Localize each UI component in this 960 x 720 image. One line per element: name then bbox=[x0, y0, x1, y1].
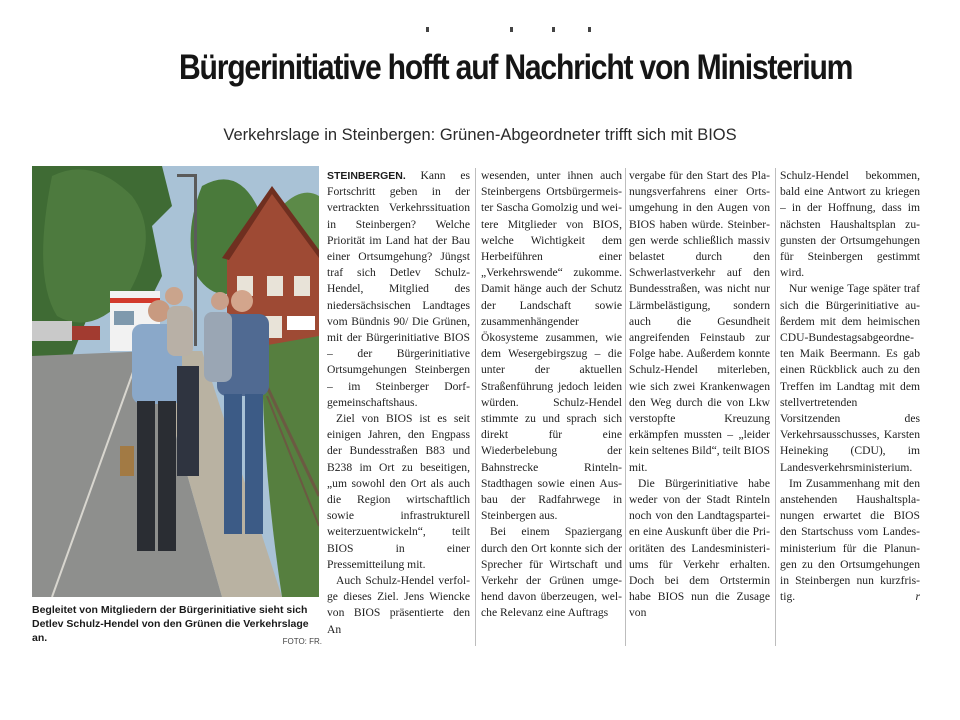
body-paragraph: vergabe für den Start des Planungsverfahrens einer Ortsumgehung in den Augen von BIOS haben würde. Steinbergen werde schließlich massiv belastet durch den Schwerlastverkehr auf den Bundesstraßen, was nicht nur Lärmbelästigung, sondern auch die Gesundheit angreifenden Feinstaub zur Folge habe. Außerdem konnte Schulz-Hendel miterleben, wie sich zwei Krankenwagen den Weg durch die von Lkw verstopfte Kreuzung erkämpfen mussten – „leider kein seltenes Bild“, teilt BIOS mit. bbox=[629, 169, 770, 474]
article-photo bbox=[32, 166, 319, 597]
column-rule bbox=[475, 168, 476, 646]
article-column-1 bbox=[327, 168, 470, 646]
photo-caption bbox=[32, 603, 322, 649]
article-subheadline: Verkehrslage in Steinbergen: Grünen-Abgeordneter trifft sich mit BIOS bbox=[223, 126, 737, 144]
column-rule bbox=[625, 168, 626, 646]
end-mark: r bbox=[915, 590, 920, 604]
body-paragraph: Schulz-Hendel bekommen, bald eine Antwort zu kriegen – in der Hoffnung, dass im nächsten Haushaltsplan zugunsten der Ortsumgehungen für Steinbergen gestimmt wird. bbox=[780, 169, 920, 280]
lead-text: Kann es Fortschritt geben in der vertrackten Verkehrssituation in Steinbergen? Welche Priorität im Land hat der Bau einer Ortsumgehung? Jüngst traf sich Detlev Schulz-Hendel, Mitglied des niedersächsischen Landtages vom Bündnis 90/ Die Grünen, mit der Bürgerinitiative BIOS – der Bürgerinitiative Ortsumgehungen Steinbergen – im Steinberger Dorfgemeinschaftshaus. bbox=[327, 169, 470, 409]
article-column-2 bbox=[481, 168, 622, 646]
photo-credit: FOTO: FR. bbox=[282, 637, 322, 646]
body-paragraph: Ziel von BIOS ist es seit einigen Jahren, den Engpass der Bundesstraßen B83 und B238 im Ort zu beseitigen, „um sowohl den Ort als auch die Region wirtschaftlich sowie infrastrukturell weiterzuentwickeln“, teilt BIOS in einer Pressemitteilung mit. bbox=[327, 412, 470, 571]
body-paragraph: Bei einem Spaziergang durch den Ort konnte sich der Sprecher für Wirtschaft und Verkehr der Grünen umgehend davon überzeugen, welche Relevanz eine Auftrags bbox=[481, 525, 622, 620]
column-rule bbox=[775, 168, 776, 646]
article-column-4 bbox=[780, 168, 920, 646]
caption-text: Begleitet von Mitgliedern der Bürgerinitiative sieht sich Detlev Schulz-Hendel von den Grünen die Verkehrslage an. bbox=[32, 604, 309, 644]
lead-paragraph bbox=[327, 168, 470, 411]
body-paragraph-text: Im Zusammenhang mit den anstehenden Haushaltsplanungen erwartet die BIOS den Startschuss vom Landesministerium für die Planungen zu den Ortsumgehungen in Steinbergen nun kurzfristig. bbox=[780, 476, 920, 604]
article-headline: Bürgerinitiative hofft auf Nachricht von Ministerium bbox=[179, 48, 853, 87]
article-column-3 bbox=[629, 168, 770, 646]
body-paragraph: Auch Schulz-Hendel verfolge dieses Ziel. Jens Wiencke von BIOS präsentierte den An bbox=[327, 574, 470, 636]
body-paragraph: wesenden, unter ihnen auch Steinbergens Ortsbürgermeister Sascha Gomolzig und weitere Mitglieder von BIOS, welche Wichtigkeit dem Herbeiführen einer „Verkehrswende“ zukomme. Damit hänge auch der Schutz der Landschaft sowie zusammenhängender Ökosysteme zusammen, wie dem Wesergebirgszug – die unter der aktuellen Straßenführung jedoch leiden würden. Schulz-Hendel stimmte zu und sprach sich direkt für eine Wiederbelebung der Bahnstrecke Rinteln-Stadthagen sowie einen Ausbau der Radfahrwege in Steinbergen aus. bbox=[481, 169, 622, 523]
body-paragraph: Die Bürgerinitiative habe weder von der Stadt Rinteln noch von den Landtagsparteien eine Auskunft über die Prioritäten des Landesministeriums für Verkehr erhalten. Doch bei dem Ortstermin habe BIOS nun die Zusage von bbox=[629, 476, 770, 620]
street-scene-illustration bbox=[32, 166, 319, 597]
dateline: STEINBERGEN. bbox=[327, 170, 406, 182]
body-paragraph: Nur wenige Tage später traf sich die Bürgerinitiative außerdem mit dem heimischen CDU-Bundestagsabgeordneten Maik Beermann. Es gab einen Rückblick auch zu den Treffen im Landtag mit dem stellvertretenden Vorsitzenden des Verkehrsausschusses, Karsten Heineking (CDU), im Landesverkehrsministerium. bbox=[780, 282, 920, 474]
body-paragraph bbox=[780, 476, 920, 606]
top-marks bbox=[420, 27, 600, 35]
